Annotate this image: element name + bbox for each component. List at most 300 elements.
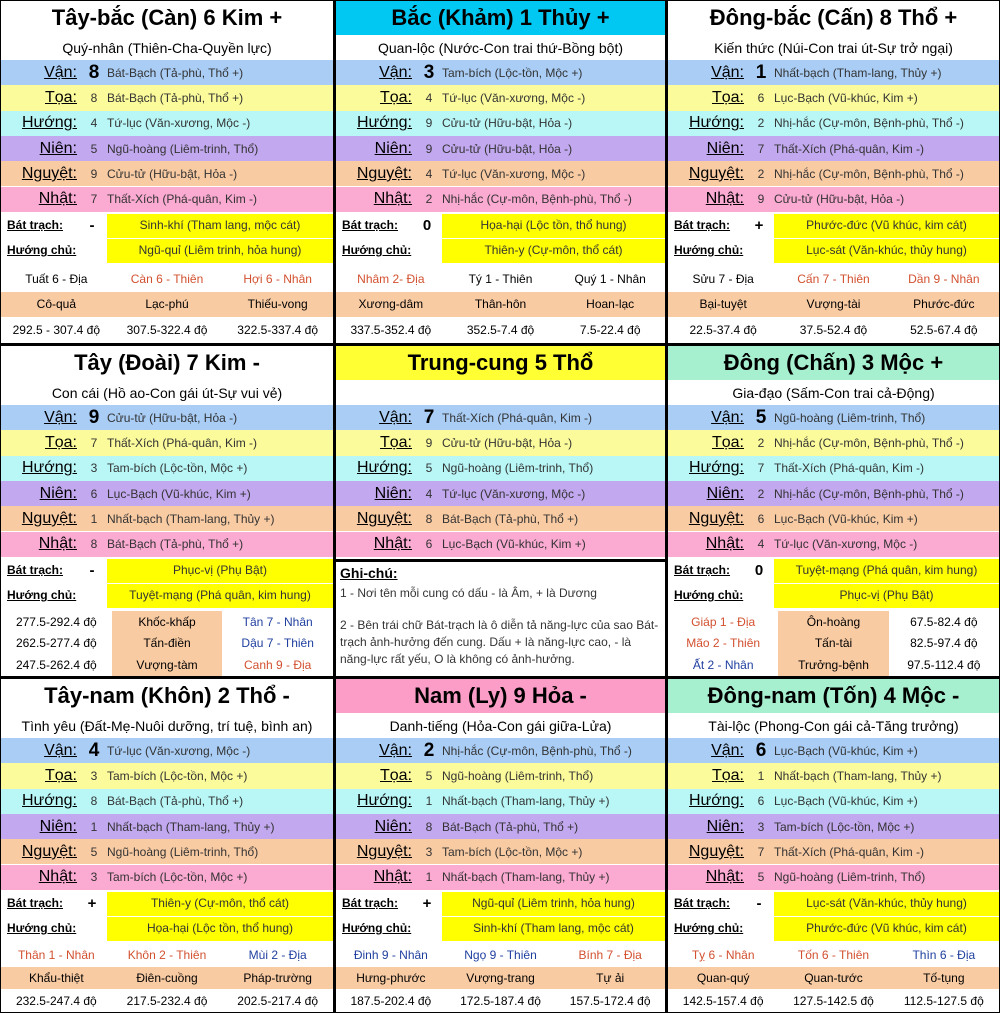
row-huongchu xyxy=(336,239,665,263)
direction-cell: Bính 7 - Địa xyxy=(555,944,665,967)
direction-row xyxy=(668,292,999,318)
direction-cell: Nhâm 2- Địa xyxy=(336,266,446,292)
palace-subtitle: Tài-lộc (Phong-Con gái cả-Tăng trưởng) xyxy=(708,717,959,734)
direction-cell: 262.5-277.4 độ xyxy=(1,633,112,655)
star-row-huong xyxy=(336,789,665,814)
direction-row xyxy=(1,266,333,292)
star-description: Nhất-bạch (Tham-lang, Thủy +) xyxy=(107,511,275,526)
direction-cell: 52.5-67.4 độ xyxy=(889,317,999,343)
palace-cell xyxy=(668,346,999,676)
palace-cell xyxy=(1,1,333,343)
direction-row xyxy=(336,292,665,318)
star-label-van: Vận: xyxy=(711,63,744,81)
star-number: 1 xyxy=(755,61,767,83)
star-row-nhat xyxy=(1,865,333,890)
star-label-toa: Tọa: xyxy=(44,433,77,451)
star-number: 2 xyxy=(757,166,765,181)
battrach-label: Bát trạch: xyxy=(668,559,744,583)
star-row-huong xyxy=(668,111,999,136)
huongchu-strength xyxy=(77,584,107,608)
star-description: Tam-bích (Lộc-tồn, Mộc +) xyxy=(107,870,248,885)
star-label-nhat: Nhật: xyxy=(38,868,77,886)
star-description: Ngũ-hoàng (Liêm-trinh, Thổ) xyxy=(107,141,259,156)
star-label-van: Vận: xyxy=(44,63,77,81)
star-description: Tam-bích (Lộc-tồn, Mộc +) xyxy=(107,768,248,783)
direction-cell: Khôn 2 - Thiên xyxy=(112,944,223,967)
star-label-nien: Niên: xyxy=(706,139,744,157)
direction-cell: Trưởng-bệnh xyxy=(778,654,888,676)
direction-cell: Ôn-hoàng xyxy=(778,611,888,633)
star-description: Ngũ-hoàng (Liêm-trinh, Thổ) xyxy=(107,844,259,859)
huongchu-strength xyxy=(77,917,107,941)
palace-title: Bắc (Khảm) 1 Thủy + xyxy=(336,1,665,35)
direction-cell: 337.5-352.4 độ xyxy=(336,317,446,343)
star-number: 4 xyxy=(88,739,100,761)
star-row-nien xyxy=(1,481,333,506)
direction-cell: Tố-tụng xyxy=(889,967,999,990)
star-number: 9 xyxy=(425,141,433,156)
direction-cell: Ngọ 9 - Thiên xyxy=(446,944,556,967)
star-number: 2 xyxy=(757,116,765,131)
star-description: Tứ-lục (Văn-xương, Mộc -) xyxy=(442,486,586,501)
direction-cell: Thân-hôn xyxy=(446,292,556,318)
direction-cell: 22.5-37.4 độ xyxy=(668,317,778,343)
star-description: Bát-Bạch (Tả-phù, Thổ +) xyxy=(442,511,579,526)
star-number: 9 xyxy=(90,166,98,181)
row-battrach xyxy=(1,892,333,916)
huongchu-strength xyxy=(412,239,442,263)
star-row-toa xyxy=(1,430,333,455)
star-description: Cửu-tử (Hữu-bật, Hỏa -) xyxy=(442,141,573,156)
star-description: Bát-Bạch (Tả-phù, Thổ +) xyxy=(107,90,244,105)
row-huongchu xyxy=(668,239,999,263)
star-row-nien xyxy=(1,814,333,839)
star-row-nhat xyxy=(668,865,999,890)
star-row-toa xyxy=(1,763,333,788)
star-number: 8 xyxy=(90,537,98,552)
direction-row xyxy=(1,989,333,1012)
direction-row xyxy=(336,317,665,343)
star-label-nien: Niên: xyxy=(374,817,412,835)
row-battrach xyxy=(336,892,665,916)
direction-cell: Tân 7 - Nhân xyxy=(222,611,333,633)
star-description: Nhất-bạch (Tham-lang, Thủy +) xyxy=(107,819,275,834)
direction-cell: Điên-cuồng xyxy=(112,967,223,990)
note-2: 2 - Bên trái chữ Bát-trạch là ô diễn tả năng-lực của sao Bát-trạch ảnh-hưởng đến cung. Dấu + là năng-lực cao, - là năng-lực rất yếu, O là không có ảnh-hưởng. xyxy=(340,617,659,666)
star-label-huong: Hướng: xyxy=(22,459,77,477)
star-number: 8 xyxy=(88,61,100,83)
direction-cell: Tý 1 - Thiên xyxy=(446,266,556,292)
direction-cell: 37.5-52.4 độ xyxy=(778,317,888,343)
direction-cell: Cô-quả xyxy=(1,292,112,318)
star-label-nguyet: Nguyệt: xyxy=(21,164,77,182)
palace-title: Tây-nam (Khôn) 2 Thổ - xyxy=(44,683,290,708)
star-label-van: Vận: xyxy=(711,408,744,426)
star-number: 7 xyxy=(90,435,98,450)
palace-cell xyxy=(336,679,665,1012)
star-description: Lục-Bạch (Vũ-khúc, Kim +) xyxy=(774,794,918,809)
star-row-nhat xyxy=(336,532,665,557)
direction-row xyxy=(668,266,999,292)
star-label-nien: Niên: xyxy=(706,817,744,835)
star-label-toa: Tọa: xyxy=(711,88,744,106)
huongchu-value: Tuyệt-mạng (Phá quân, kim hung) xyxy=(129,587,311,602)
battrach-value: Phước-đức (Vũ khúc, kim cát) xyxy=(806,217,967,232)
star-description: Cửu-tử (Hữu-bật, Hỏa -) xyxy=(442,116,573,131)
battrach-strength: + xyxy=(744,214,774,238)
star-number: 7 xyxy=(90,192,98,207)
direction-row xyxy=(668,944,999,967)
star-row-nien xyxy=(336,481,665,506)
star-row-nguyet xyxy=(668,839,999,864)
star-row-nhat xyxy=(336,865,665,890)
star-number: 3 xyxy=(757,819,765,834)
direction-cell: Tấn-tài xyxy=(778,633,888,655)
huongchu-value: Họa-hại (Lộc tồn, thổ hung) xyxy=(146,920,294,935)
direction-cell: Phước-đức xyxy=(889,292,999,318)
direction-cell: Tỵ 6 - Nhân xyxy=(668,944,778,967)
star-label-nguyet: Nguyệt: xyxy=(356,164,412,182)
star-row-toa xyxy=(1,85,333,110)
star-label-huong: Hướng: xyxy=(689,459,744,477)
star-row-van xyxy=(336,60,665,85)
huongchu-label: Hướng chủ: xyxy=(1,239,77,263)
star-number: 5 xyxy=(90,141,98,156)
row-huongchu xyxy=(668,584,999,608)
star-row-van xyxy=(668,405,999,430)
star-label-van: Vận: xyxy=(44,408,77,426)
star-description: Ngũ-hoàng (Liêm-trinh, Thổ) xyxy=(442,768,594,783)
direction-cell: Thiếu-vong xyxy=(222,292,333,318)
star-label-van: Vận: xyxy=(711,741,744,759)
star-number: 9 xyxy=(757,192,765,207)
star-number: 8 xyxy=(90,794,98,809)
direction-cell: Hưng-phước xyxy=(336,967,446,990)
star-row-nguyet xyxy=(336,839,665,864)
star-label-nguyet: Nguyệt: xyxy=(21,509,77,527)
star-description: Thất-Xích (Phá-quân, Kim -) xyxy=(442,410,593,425)
star-number: 6 xyxy=(757,511,765,526)
star-number: 1 xyxy=(757,768,765,783)
palace-title: Tây-bắc (Càn) 6 Kim + xyxy=(51,5,283,30)
star-row-toa xyxy=(668,430,999,455)
star-row-van xyxy=(1,405,333,430)
huongchu-label: Hướng chủ: xyxy=(1,917,77,941)
star-label-nhat: Nhật: xyxy=(38,190,77,208)
row-battrach xyxy=(1,559,333,583)
direction-cell: 232.5-247.4 độ xyxy=(1,989,112,1012)
star-number: 7 xyxy=(757,461,765,476)
row-battrach xyxy=(668,559,999,583)
star-description: Nhất-bạch (Tham-lang, Thủy +) xyxy=(774,65,942,80)
huongchu-value: Sinh-khí (Tham lang, mộc cát) xyxy=(473,920,634,935)
battrach-strength: - xyxy=(77,214,107,238)
direction-cell: Sửu 7 - Địa xyxy=(668,266,778,292)
star-number: 6 xyxy=(90,486,98,501)
star-number: 1 xyxy=(425,870,433,885)
star-label-nguyet: Nguyệt: xyxy=(688,164,744,182)
star-description: Tam-bích (Lộc-tồn, Mộc +) xyxy=(442,65,583,80)
star-label-nhat: Nhật: xyxy=(373,535,412,553)
palace-cell xyxy=(1,679,333,1012)
star-row-nguyet xyxy=(336,161,665,186)
direction-cell: 157.5-172.4 độ xyxy=(555,989,665,1012)
star-row-nien xyxy=(336,814,665,839)
star-label-van: Vận: xyxy=(379,741,412,759)
direction-cell: Dậu 7 - Thiên xyxy=(222,633,333,655)
star-number: 3 xyxy=(425,844,433,859)
battrach-label: Bát trạch: xyxy=(668,892,744,916)
direction-cell: 292.5 - 307.4 độ xyxy=(1,317,112,343)
direction-cell: 172.5-187.4 độ xyxy=(446,989,556,1012)
huongchu-strength xyxy=(744,917,774,941)
palace-cell xyxy=(336,346,665,676)
star-row-nhat xyxy=(336,187,665,212)
huongchu-strength xyxy=(412,917,442,941)
star-number: 1 xyxy=(90,511,98,526)
star-row-nguyet xyxy=(1,161,333,186)
direction-cell: Thân 1 - Nhân xyxy=(1,944,112,967)
star-number: 6 xyxy=(425,537,433,552)
star-description: Cửu-tử (Hữu-bật, Hỏa -) xyxy=(442,435,573,450)
star-label-nguyet: Nguyệt: xyxy=(356,509,412,527)
star-number: 9 xyxy=(88,406,100,428)
star-number: 1 xyxy=(425,794,433,809)
star-label-toa: Tọa: xyxy=(711,433,744,451)
battrach-value: Phục-vị (Phụ Bật) xyxy=(172,562,268,577)
direction-cell: 112.5-127.5 độ xyxy=(889,989,999,1012)
star-number: 3 xyxy=(423,61,435,83)
star-label-nien: Niên: xyxy=(39,484,77,502)
star-label-huong: Hướng: xyxy=(357,459,412,477)
star-number: 4 xyxy=(757,537,765,552)
direction-row xyxy=(668,317,999,343)
star-number: 8 xyxy=(425,819,433,834)
direction-cell: Ất 2 - Nhân xyxy=(668,654,778,676)
huongchu-label: Hướng chủ: xyxy=(668,239,744,263)
star-number: 5 xyxy=(90,844,98,859)
star-number: 5 xyxy=(757,870,765,885)
direction-row xyxy=(1,944,333,967)
star-description: Tứ-lục (Văn-xương, Mộc -) xyxy=(107,743,251,758)
star-description: Thất-Xích (Phá-quân, Kim -) xyxy=(774,461,925,476)
star-number: 8 xyxy=(90,90,98,105)
row-battrach xyxy=(336,214,665,238)
star-description: Nhị-hắc (Cự-môn, Bệnh-phù, Thổ -) xyxy=(774,486,964,501)
row-battrach xyxy=(668,214,999,238)
direction-row xyxy=(668,989,999,1012)
star-row-nhat xyxy=(668,532,999,557)
star-row-van xyxy=(1,60,333,85)
star-row-toa xyxy=(336,763,665,788)
direction-cell: Dần 9 - Nhân xyxy=(889,266,999,292)
star-label-nien: Niên: xyxy=(374,484,412,502)
star-description: Bát-Bạch (Tả-phù, Thổ +) xyxy=(107,65,244,80)
star-description: Ngũ-hoàng (Liêm-trinh, Thổ) xyxy=(774,870,926,885)
battrach-label: Bát trạch: xyxy=(336,892,412,916)
huongchu-label: Hướng chủ: xyxy=(1,584,77,608)
direction-cell: 187.5-202.4 độ xyxy=(336,989,446,1012)
star-description: Bát-Bạch (Tả-phù, Thổ +) xyxy=(442,819,579,834)
direction-cell: Lạc-phú xyxy=(112,292,223,318)
star-description: Thất-Xích (Phá-quân, Kim -) xyxy=(107,192,258,207)
palace-subtitle: Kiến thức (Núi-Con trai út-Sự trở ngại) xyxy=(714,39,953,56)
huongchu-strength xyxy=(744,584,774,608)
star-label-nhat: Nhật: xyxy=(373,190,412,208)
star-row-nien xyxy=(336,136,665,161)
star-row-huong xyxy=(1,456,333,481)
star-number: 9 xyxy=(425,435,433,450)
direction-row xyxy=(668,654,999,676)
huongchu-value: Phước-đức (Vũ khúc, kim cát) xyxy=(806,920,967,935)
star-row-nguyet xyxy=(1,506,333,531)
direction-cell: Khốc-khấp xyxy=(112,611,223,633)
palace-subtitle: Tình yêu (Đất-Mẹ-Nuôi dưỡng, trí tuệ, bình an) xyxy=(21,717,313,734)
palace-subtitle: Quý-nhân (Thiên-Cha-Quyền lực) xyxy=(62,39,272,56)
direction-row xyxy=(336,989,665,1012)
star-label-van: Vận: xyxy=(379,408,412,426)
direction-cell: Mùi 2 - Địa xyxy=(222,944,333,967)
star-row-van xyxy=(668,738,999,763)
direction-row xyxy=(1,611,333,633)
huongchu-label: Hướng chủ: xyxy=(668,584,744,608)
battrach-label: Bát trạch: xyxy=(668,214,744,238)
palace-subtitle xyxy=(336,380,665,405)
star-number: 3 xyxy=(90,461,98,476)
huongchu-value: Lục-sát (Văn-khúc, thủy hung) xyxy=(806,242,967,257)
star-description: Tứ-lục (Văn-xương, Mộc -) xyxy=(442,90,586,105)
star-label-nhat: Nhật: xyxy=(705,535,744,553)
huongchu-value: Thiên-y (Cự-môn, thổ cát) xyxy=(484,242,623,257)
battrach-value: Tuyệt-mạng (Phá quân, kim hung) xyxy=(795,562,978,577)
star-number: 3 xyxy=(90,870,98,885)
star-description: Nhất-bạch (Tham-lang, Thủy +) xyxy=(442,870,610,885)
star-label-toa: Tọa: xyxy=(379,766,412,784)
battrach-label: Bát trạch: xyxy=(1,214,77,238)
battrach-value: Thiên-y (Cự-môn, thổ cát) xyxy=(150,895,290,910)
star-number: 6 xyxy=(757,90,765,105)
direction-cell: Thìn 6 - Địa xyxy=(889,944,999,967)
star-label-toa: Tọa: xyxy=(379,88,412,106)
battrach-value: Ngũ-quỉ (Liêm trinh, hỏa hung) xyxy=(472,895,635,910)
star-label-nien: Niên: xyxy=(706,484,744,502)
battrach-label: Bát trạch: xyxy=(336,214,412,238)
palace-title: Tây (Đoài) 7 Kim - xyxy=(74,350,260,375)
huongchu-label: Hướng chủ: xyxy=(336,239,412,263)
star-label-huong: Hướng: xyxy=(689,114,744,132)
star-label-nien: Niên: xyxy=(39,139,77,157)
palace-subtitle: Danh-tiếng (Hỏa-Con gái giữa-Lửa) xyxy=(389,717,612,734)
star-number: 4 xyxy=(90,116,98,131)
direction-cell: Bại-tuyệt xyxy=(668,292,778,318)
star-label-nien: Niên: xyxy=(374,139,412,157)
star-description: Tam-bích (Lộc-tồn, Mộc +) xyxy=(107,461,248,476)
direction-row xyxy=(1,317,333,343)
note-1: 1 - Nơi tên mỗi cung có dấu - là Âm, + là Dương xyxy=(340,585,597,600)
direction-cell: Giáp 1 - Địa xyxy=(668,611,778,633)
star-label-nguyet: Nguyệt: xyxy=(688,509,744,527)
star-number: 5 xyxy=(425,461,433,476)
star-row-huong xyxy=(668,456,999,481)
star-label-nien: Niên: xyxy=(39,817,77,835)
battrach-value: Họa-hại (Lộc tồn, thổ hung) xyxy=(480,217,627,232)
star-number: 6 xyxy=(757,794,765,809)
huongchu-value: Phục-vị (Phụ Bật) xyxy=(839,587,934,602)
star-description: Nhất-bạch (Tham-lang, Thủy +) xyxy=(774,768,942,783)
star-row-nien xyxy=(1,136,333,161)
star-label-toa: Tọa: xyxy=(379,433,412,451)
palace-title: Đông-bắc (Cấn) 8 Thổ + xyxy=(709,5,958,30)
star-number: 9 xyxy=(425,116,433,131)
star-label-toa: Tọa: xyxy=(711,766,744,784)
star-row-huong xyxy=(668,789,999,814)
direction-cell: Pháp-trường xyxy=(222,967,333,990)
star-row-nien xyxy=(668,814,999,839)
star-label-nhat: Nhật: xyxy=(373,868,412,886)
direction-row xyxy=(668,611,999,633)
star-row-huong xyxy=(336,456,665,481)
star-number: 4 xyxy=(425,90,433,105)
direction-cell: 352.5-7.4 độ xyxy=(446,317,556,343)
star-label-van: Vận: xyxy=(379,63,412,81)
battrach-strength: + xyxy=(77,892,107,916)
star-description: Cửu-tử (Hữu-bật, Hỏa -) xyxy=(774,192,905,207)
star-row-van xyxy=(668,60,999,85)
battrach-label: Bát trạch: xyxy=(1,559,77,583)
star-row-nguyet xyxy=(668,506,999,531)
direction-cell: Càn 6 - Thiên xyxy=(112,266,223,292)
star-description: Bát-Bạch (Tả-phù, Thổ +) xyxy=(107,794,244,809)
star-row-toa xyxy=(668,763,999,788)
palace-cell xyxy=(336,1,665,343)
direction-cell: Tấn-điền xyxy=(112,633,223,655)
star-description: Tam-bích (Lộc-tồn, Mộc +) xyxy=(442,844,583,859)
direction-cell: Tuất 6 - Địa xyxy=(1,266,112,292)
row-huongchu xyxy=(336,917,665,941)
star-number: 8 xyxy=(425,511,433,526)
direction-cell: 307.5-322.4 độ xyxy=(112,317,223,343)
direction-cell: 217.5-232.4 độ xyxy=(112,989,223,1012)
star-description: Thất-Xích (Phá-quân, Kim -) xyxy=(774,844,925,859)
row-huongchu xyxy=(1,917,333,941)
direction-cell: Đinh 9 - Nhân xyxy=(336,944,446,967)
direction-cell: Mão 2 - Thiên xyxy=(668,633,778,655)
star-description: Nhị-hắc (Cự-môn, Bệnh-phù, Thổ -) xyxy=(442,743,632,758)
huongchu-label: Hướng chủ: xyxy=(668,917,744,941)
direction-cell: 97.5-112.4 độ xyxy=(889,654,999,676)
direction-cell: Cấn 7 - Thiên xyxy=(778,266,888,292)
notes-title: Ghi-chú: xyxy=(340,564,398,581)
star-number: 2 xyxy=(757,486,765,501)
direction-cell: 67.5-82.4 độ xyxy=(889,611,999,633)
star-description: Nhị-hắc (Cự-môn, Bệnh-phù, Thổ -) xyxy=(442,192,632,207)
star-label-nhat: Nhật: xyxy=(705,190,744,208)
star-label-toa: Tọa: xyxy=(44,766,77,784)
direction-cell: Canh 9 - Địa xyxy=(222,654,333,676)
star-label-nguyet: Nguyệt: xyxy=(688,842,744,860)
star-description: Nhị-hắc (Cự-môn, Bệnh-phù, Thổ -) xyxy=(774,435,964,450)
star-description: Bát-Bạch (Tả-phù, Thổ +) xyxy=(107,537,244,552)
star-label-nguyet: Nguyệt: xyxy=(21,842,77,860)
star-label-huong: Hướng: xyxy=(357,792,412,810)
direction-cell: Quan-quý xyxy=(668,967,778,990)
star-number: 5 xyxy=(425,768,433,783)
star-row-huong xyxy=(1,789,333,814)
palace-title: Đông (Chấn) 3 Mộc + xyxy=(668,346,999,380)
direction-cell: Vượng-trang xyxy=(446,967,556,990)
direction-cell: Vượng-tàm xyxy=(112,654,223,676)
row-huongchu xyxy=(1,584,333,608)
